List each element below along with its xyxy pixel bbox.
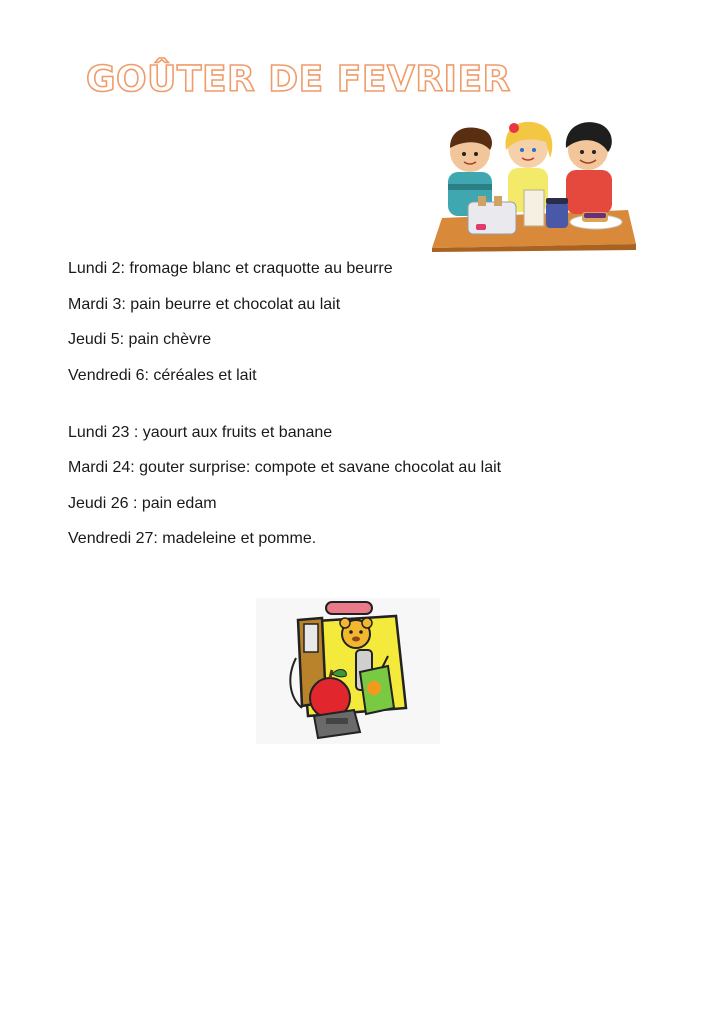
menu-item: Jeudi 26 : pain edam — [68, 494, 217, 512]
menu-item: Mardi 3: pain beurre et chocolat au lait — [68, 295, 341, 313]
menu-item: Vendredi 27: madeleine et pomme. — [68, 530, 317, 547]
menu-item: Jeudi 5: pain chèvre — [68, 331, 212, 348]
menu-item: Lundi 2: fromage blanc et craquotte au beurre — [68, 260, 393, 277]
menu-item: Lundi 23 : yaourt aux fruits et banane — [68, 423, 333, 441]
snack-menu — [68, 258, 668, 564]
kids-snack-illustration — [428, 118, 638, 252]
schoolbag-snack-illustration — [256, 598, 440, 744]
menu-item: Mardi 24: gouter surprise: compote et savane chocolat au lait — [68, 459, 502, 476]
menu-item: Vendredi 6: céréales et lait — [68, 366, 257, 384]
page-title: GOÛTER DE FEVRIER — [86, 59, 511, 100]
